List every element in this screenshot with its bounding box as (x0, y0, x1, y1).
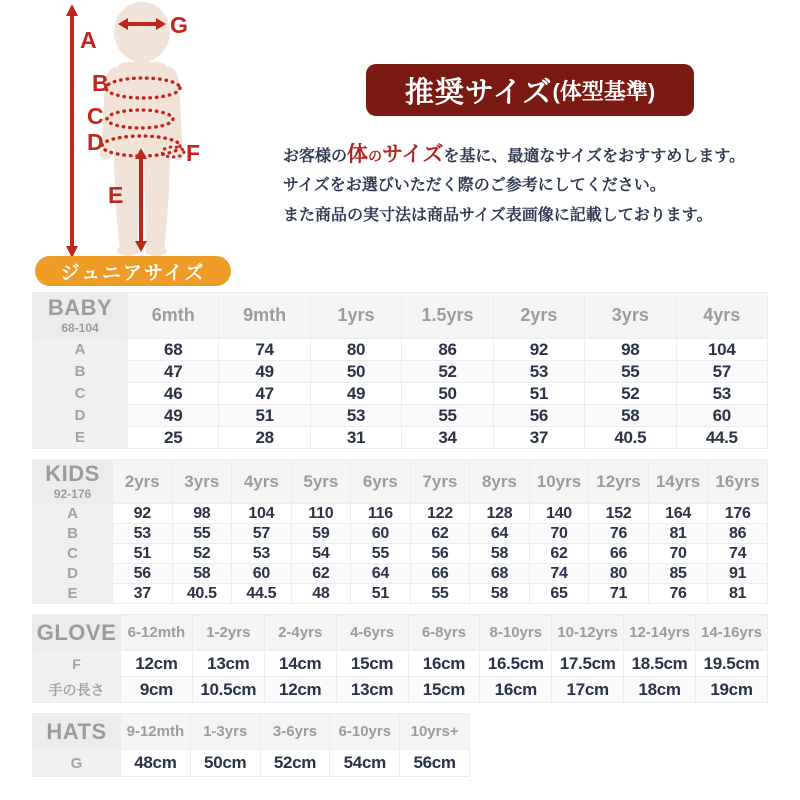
cell: 17cm (552, 677, 624, 703)
cell: 110 (291, 504, 351, 524)
column-header: 2yrs (113, 460, 173, 504)
junior-size-badge (35, 256, 231, 286)
cell: 50 (402, 383, 493, 405)
cell: 70 (529, 524, 589, 544)
cell: 104 (232, 504, 292, 524)
figure-label-G: G (170, 12, 188, 38)
emphasis-size: サイズ (382, 143, 444, 166)
column-header: 6mth (128, 293, 219, 339)
table-row (33, 524, 768, 544)
cell: 40.5 (172, 584, 232, 604)
cell: 19cm (696, 677, 768, 703)
cell: 56 (410, 544, 470, 564)
cell: 53 (493, 361, 584, 383)
column-header: 12yrs (589, 460, 649, 504)
cell: 71 (589, 584, 649, 604)
cell: 53 (676, 383, 767, 405)
description-line-3: また商品の実寸法は商品サイズ表画像に記載しております。 (283, 207, 713, 224)
column-header: 1.5yrs (402, 293, 493, 339)
cell: 44.5 (676, 427, 767, 449)
cell: 58 (585, 405, 676, 427)
cell: 18.5cm (624, 651, 696, 677)
column-header: 6-10yrs (330, 714, 400, 750)
column-header: 4yrs (232, 460, 292, 504)
header-section (0, 0, 800, 292)
column-header: 4yrs (676, 293, 767, 339)
cell: 58 (172, 564, 232, 584)
cell: 60 (232, 564, 292, 584)
cell: 62 (529, 544, 589, 564)
size-table-glove (32, 614, 768, 703)
table-title-baby: BABY 68-104 (33, 293, 128, 339)
cell: 116 (351, 504, 411, 524)
row-label: G (33, 750, 121, 777)
table-row (33, 361, 768, 383)
cell: 92 (493, 339, 584, 361)
table-title-kids: KIDS 92-176 (33, 460, 113, 504)
cell: 62 (410, 524, 470, 544)
row-label: D (33, 405, 128, 427)
figure-label-C: C (87, 103, 104, 129)
cell: 16.5cm (480, 651, 552, 677)
cell: 57 (232, 524, 292, 544)
column-header: 6-8yrs (408, 615, 480, 651)
cell: 60 (351, 524, 411, 544)
table-row (33, 427, 768, 449)
cell: 55 (402, 405, 493, 427)
column-header: 4-6yrs (336, 615, 408, 651)
cell: 52 (402, 361, 493, 383)
cell: 76 (648, 584, 708, 604)
cell: 37 (493, 427, 584, 449)
cell: 17.5cm (552, 651, 624, 677)
emphasis-body: 体 (347, 143, 369, 166)
cell: 19.5cm (696, 651, 768, 677)
silhouette-torso (112, 62, 171, 149)
column-header: 8-10yrs (480, 615, 552, 651)
cell: 104 (676, 339, 767, 361)
cell: 57 (676, 361, 767, 383)
size-table-kids (32, 459, 768, 604)
table-row (33, 584, 768, 604)
cell: 92 (113, 504, 173, 524)
junior-size-badge-label: ジュニアサイズ (60, 262, 206, 284)
table-row (33, 544, 768, 564)
cell: 12cm (121, 651, 193, 677)
cell: 81 (708, 584, 768, 604)
cell: 15cm (336, 651, 408, 677)
cell: 16cm (480, 677, 552, 703)
cell: 10.5cm (192, 677, 264, 703)
description-line-2: サイズをお選びいただく際のご参考にしてください。 (283, 177, 666, 194)
cell: 18cm (624, 677, 696, 703)
description-text: を基に、最適なサイズをおすすめします。 (443, 148, 745, 165)
cell: 68 (128, 339, 219, 361)
cell: 55 (172, 524, 232, 544)
cell: 15cm (408, 677, 480, 703)
cell: 54 (291, 544, 351, 564)
row-label: E (33, 427, 128, 449)
cell: 81 (648, 524, 708, 544)
cell: 56 (113, 564, 173, 584)
column-header: 10yrs+ (400, 714, 470, 750)
cell: 53 (232, 544, 292, 564)
row-label: C (33, 383, 128, 405)
row-label: A (33, 504, 113, 524)
cell: 48cm (121, 750, 191, 777)
cell: 53 (310, 405, 401, 427)
size-table-baby (32, 292, 768, 449)
table-row (33, 405, 768, 427)
column-header: 3-6yrs (260, 714, 330, 750)
cell: 176 (708, 504, 768, 524)
row-label: 手の長さ (33, 677, 121, 703)
table-row (33, 383, 768, 405)
size-tables (0, 292, 800, 777)
cell: 98 (585, 339, 676, 361)
column-header: 16yrs (708, 460, 768, 504)
page-title-paren: (体型基準) (552, 78, 656, 104)
column-header: 1-3yrs (190, 714, 260, 750)
cell: 25 (128, 427, 219, 449)
table-row (33, 750, 470, 777)
figure-label-D: D (87, 129, 104, 155)
figure-label-B: B (92, 70, 109, 96)
emphasis-no: の (368, 148, 383, 164)
table-row (33, 651, 768, 677)
page-title (366, 64, 694, 116)
cell: 66 (410, 564, 470, 584)
column-header: 9mth (219, 293, 310, 339)
cell: 70 (648, 544, 708, 564)
cell: 51 (219, 405, 310, 427)
cell: 91 (708, 564, 768, 584)
figure-label-E: E (108, 182, 124, 208)
cell: 51 (113, 544, 173, 564)
cell: 37 (113, 584, 173, 604)
cell: 68 (470, 564, 530, 584)
cell: 55 (410, 584, 470, 604)
cell: 59 (291, 524, 351, 544)
body-measurement-figure (30, 0, 260, 290)
silhouette-left-foot (117, 246, 139, 256)
cell: 64 (351, 564, 411, 584)
column-header: 6-12mth (121, 615, 193, 651)
row-label: F (33, 651, 121, 677)
silhouette-right-foot (145, 246, 167, 256)
page-title-main: 推奨サイズ (404, 76, 553, 109)
cell: 86 (402, 339, 493, 361)
silhouette-right-leg (144, 148, 170, 250)
description-text: お客様の (283, 148, 348, 165)
cell: 74 (708, 544, 768, 564)
cell: 164 (648, 504, 708, 524)
row-label: C (33, 544, 113, 564)
cell: 58 (470, 584, 530, 604)
column-header: 2yrs (493, 293, 584, 339)
cell: 55 (351, 544, 411, 564)
table-title-hats: HATS (33, 714, 121, 750)
row-label: B (33, 524, 113, 544)
arrowhead (66, 4, 78, 16)
column-header: 5yrs (291, 460, 351, 504)
cell: 60 (676, 405, 767, 427)
cell: 140 (529, 504, 589, 524)
cell: 53 (113, 524, 173, 544)
cell: 52 (172, 544, 232, 564)
column-header: 14yrs (648, 460, 708, 504)
cell: 58 (470, 544, 530, 564)
cell: 55 (585, 361, 676, 383)
cell: 50cm (190, 750, 260, 777)
cell: 48 (291, 584, 351, 604)
cell: 80 (589, 564, 649, 584)
cell: 47 (128, 361, 219, 383)
cell: 47 (219, 383, 310, 405)
cell: 86 (708, 524, 768, 544)
cell: 44.5 (232, 584, 292, 604)
cell: 14cm (264, 651, 336, 677)
column-header: 10-12yrs (552, 615, 624, 651)
column-header: 1-2yrs (192, 615, 264, 651)
cell: 122 (410, 504, 470, 524)
table-row (33, 504, 768, 524)
cell: 12cm (264, 677, 336, 703)
cell: 51 (493, 383, 584, 405)
cell: 62 (291, 564, 351, 584)
child-silhouette-diagram (30, 0, 260, 290)
cell: 64 (470, 524, 530, 544)
cell: 85 (648, 564, 708, 584)
column-header: 9-12mth (121, 714, 191, 750)
cell: 28 (219, 427, 310, 449)
cell: 52cm (260, 750, 330, 777)
cell: 50 (310, 361, 401, 383)
row-label: E (33, 584, 113, 604)
cell: 66 (589, 544, 649, 564)
cell: 49 (219, 361, 310, 383)
column-header: 3yrs (585, 293, 676, 339)
column-header: 3yrs (172, 460, 232, 504)
column-header: 8yrs (470, 460, 530, 504)
cell: 54cm (330, 750, 400, 777)
cell: 128 (470, 504, 530, 524)
cell: 152 (589, 504, 649, 524)
cell: 49 (128, 405, 219, 427)
table-row (33, 564, 768, 584)
cell: 9cm (121, 677, 193, 703)
column-header: 14-16yrs (696, 615, 768, 651)
row-label: A (33, 339, 128, 361)
cell: 56 (493, 405, 584, 427)
cell: 76 (589, 524, 649, 544)
cell: 49 (310, 383, 401, 405)
size-table-hats (32, 713, 470, 777)
cell: 56cm (400, 750, 470, 777)
table-title-glove: GLOVE (33, 615, 121, 651)
cell: 13cm (336, 677, 408, 703)
column-header: 6yrs (351, 460, 411, 504)
figure-label-A: A (80, 27, 97, 53)
column-header: 7yrs (410, 460, 470, 504)
cell: 98 (172, 504, 232, 524)
cell: 40.5 (585, 427, 676, 449)
cell: 80 (310, 339, 401, 361)
cell: 51 (351, 584, 411, 604)
cell: 46 (128, 383, 219, 405)
column-header: 12-14yrs (624, 615, 696, 651)
cell: 16cm (408, 651, 480, 677)
cell: 65 (529, 584, 589, 604)
cell: 34 (402, 427, 493, 449)
row-label: D (33, 564, 113, 584)
cell: 13cm (192, 651, 264, 677)
cell: 74 (219, 339, 310, 361)
row-label: B (33, 361, 128, 383)
description-line-1 (283, 138, 745, 168)
cell: 52 (585, 383, 676, 405)
figure-label-F: F (186, 140, 201, 166)
table-row (33, 677, 768, 703)
table-row (33, 339, 768, 361)
cell: 31 (310, 427, 401, 449)
column-header: 2-4yrs (264, 615, 336, 651)
column-header: 1yrs (310, 293, 401, 339)
column-header: 10yrs (529, 460, 589, 504)
cell: 74 (529, 564, 589, 584)
